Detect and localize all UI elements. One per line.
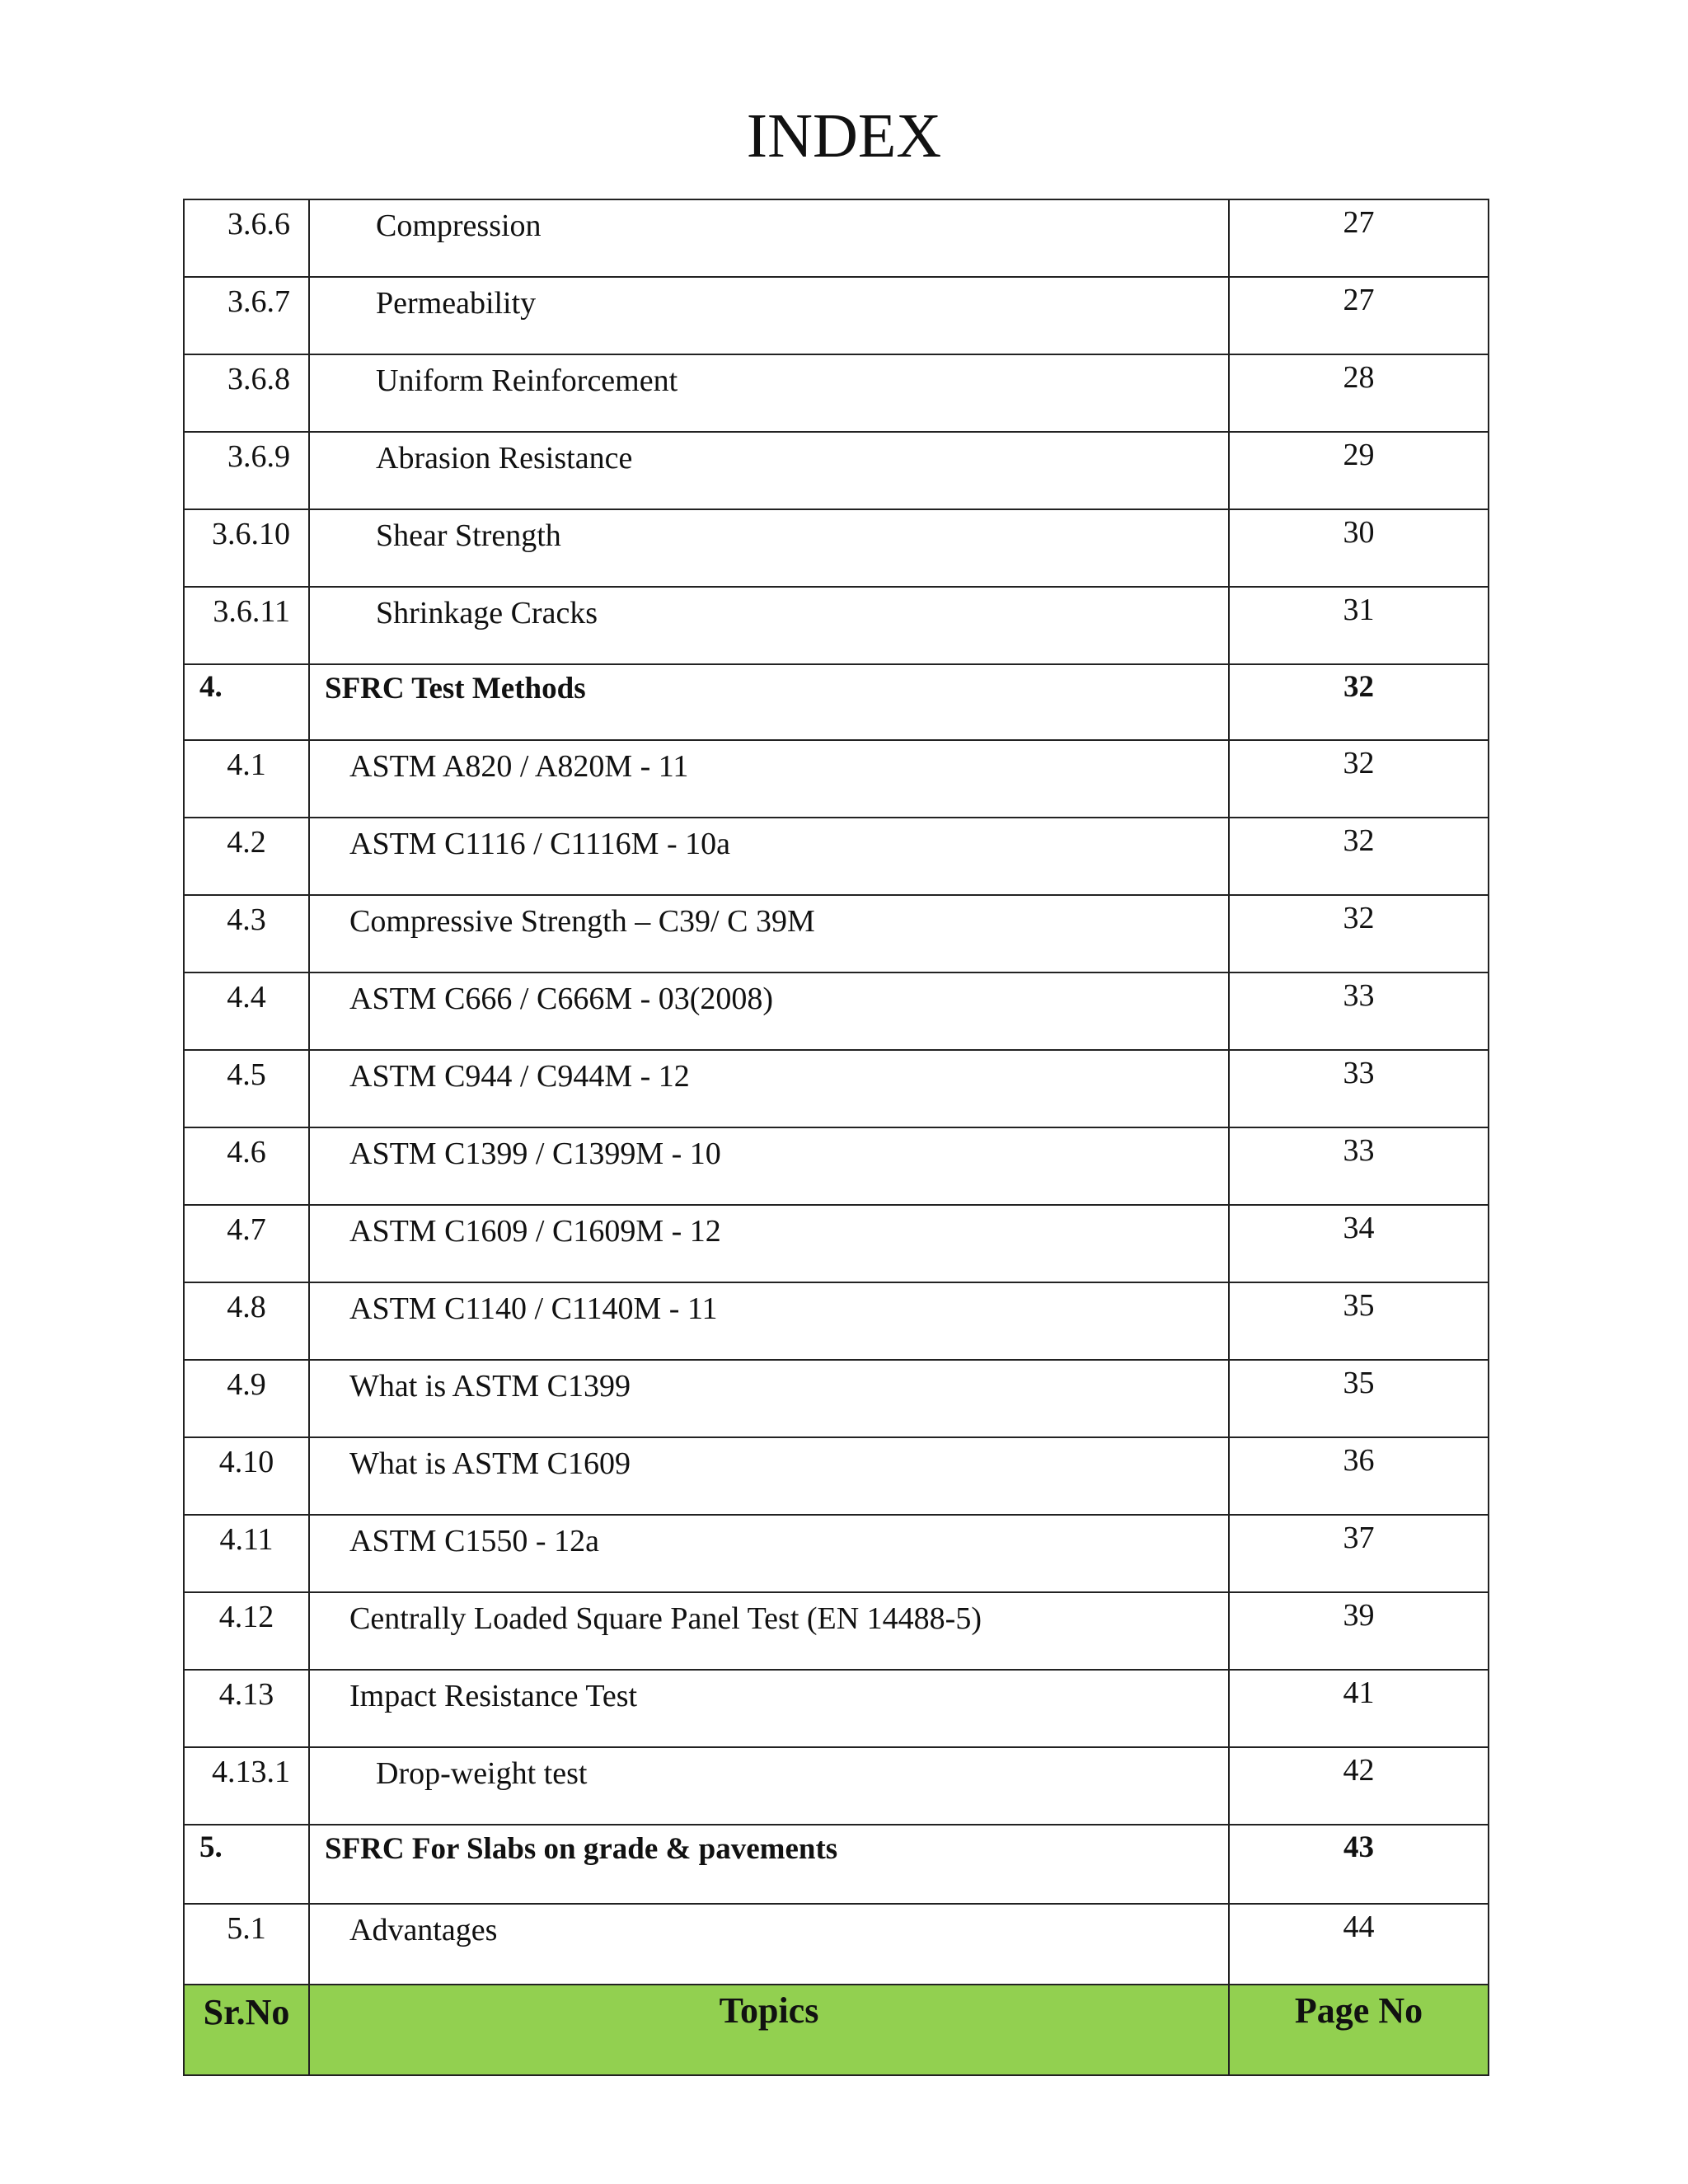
- table-row: [184, 1205, 1489, 1282]
- row-page-number: 33: [1229, 1050, 1489, 1127]
- row-page-number: 27: [1229, 277, 1489, 354]
- row-page-number: 43: [1229, 1825, 1489, 1904]
- row-topic: What is ASTM C1399: [309, 1360, 1229, 1437]
- table-row: [184, 277, 1489, 354]
- header-sr-no: Sr.No: [184, 1985, 309, 2075]
- table-row: [184, 1282, 1489, 1360]
- table-row: [184, 1592, 1489, 1670]
- row-number: 4.6: [184, 1127, 309, 1205]
- row-page-number: 34: [1229, 1205, 1489, 1282]
- row-topic: Shrinkage Cracks: [309, 587, 1229, 664]
- row-page-number: 33: [1229, 972, 1489, 1050]
- row-number: 4.11: [184, 1515, 309, 1592]
- table-row: [184, 1360, 1489, 1437]
- table-row: [184, 1127, 1489, 1205]
- row-topic: Uniform Reinforcement: [309, 354, 1229, 432]
- row-page-number: 44: [1229, 1904, 1489, 1985]
- row-page-number: 37: [1229, 1515, 1489, 1592]
- table-row: [184, 587, 1489, 664]
- row-number: 4.13.1: [184, 1747, 309, 1825]
- row-page-number: 35: [1229, 1282, 1489, 1360]
- row-topic: Compressive Strength – C39/ C 39M: [309, 895, 1229, 972]
- row-number: 3.6.9: [184, 432, 309, 509]
- table-row: [184, 818, 1489, 895]
- row-number: 4.3: [184, 895, 309, 972]
- table-row: [184, 895, 1489, 972]
- section-row: [184, 1825, 1489, 1904]
- row-page-number: 32: [1229, 664, 1489, 740]
- row-topic: ASTM C1116 / C1116M - 10a: [309, 818, 1229, 895]
- row-topic: ASTM C1399 / C1399M - 10: [309, 1127, 1229, 1205]
- row-number: 4.5: [184, 1050, 309, 1127]
- row-page-number: 36: [1229, 1437, 1489, 1515]
- row-topic: Drop-weight test: [309, 1747, 1229, 1825]
- row-page-number: 39: [1229, 1592, 1489, 1670]
- row-number: 3.6.7: [184, 277, 309, 354]
- row-number: 4.8: [184, 1282, 309, 1360]
- row-topic: ASTM C1140 / C1140M - 11: [309, 1282, 1229, 1360]
- row-page-number: 32: [1229, 740, 1489, 818]
- table-row: [184, 1515, 1489, 1592]
- row-number: 5.: [184, 1825, 309, 1904]
- table-row: [184, 1050, 1489, 1127]
- row-number: 4.2: [184, 818, 309, 895]
- row-topic: ASTM A820 / A820M - 11: [309, 740, 1229, 818]
- table-row: [184, 1747, 1489, 1825]
- table-row: [184, 972, 1489, 1050]
- row-number: 4.9: [184, 1360, 309, 1437]
- table-row: [184, 354, 1489, 432]
- table-header-row: [184, 1985, 1489, 2075]
- row-number: 4.13: [184, 1670, 309, 1747]
- row-topic: What is ASTM C1609: [309, 1437, 1229, 1515]
- row-number: 3.6.10: [184, 509, 309, 587]
- row-topic: Impact Resistance Test: [309, 1670, 1229, 1747]
- row-number: 3.6.11: [184, 587, 309, 664]
- row-topic: SFRC Test Methods: [309, 664, 1229, 740]
- row-topic: Permeability: [309, 277, 1229, 354]
- row-page-number: 32: [1229, 818, 1489, 895]
- index-table-body: [184, 199, 1489, 1985]
- row-number: 4.: [184, 664, 309, 740]
- row-number: 4.12: [184, 1592, 309, 1670]
- table-row: [184, 199, 1489, 277]
- row-topic: SFRC For Slabs on grade & pavements: [309, 1825, 1229, 1904]
- row-page-number: 28: [1229, 354, 1489, 432]
- row-topic: ASTM C944 / C944M - 12: [309, 1050, 1229, 1127]
- row-page-number: 41: [1229, 1670, 1489, 1747]
- row-topic: Abrasion Resistance: [309, 432, 1229, 509]
- table-row: [184, 432, 1489, 509]
- row-topic: Shear Strength: [309, 509, 1229, 587]
- table-row: [184, 509, 1489, 587]
- row-topic: ASTM C1609 / C1609M - 12: [309, 1205, 1229, 1282]
- row-number: 4.10: [184, 1437, 309, 1515]
- row-topic: Centrally Loaded Square Panel Test (EN 14488-5): [309, 1592, 1229, 1670]
- table-row: [184, 1437, 1489, 1515]
- row-number: 4.4: [184, 972, 309, 1050]
- row-page-number: 30: [1229, 509, 1489, 587]
- row-number: 5.1: [184, 1904, 309, 1985]
- header-topics: Topics: [309, 1985, 1229, 2075]
- table-row: [184, 1670, 1489, 1747]
- row-page-number: 33: [1229, 1127, 1489, 1205]
- row-number: 4.7: [184, 1205, 309, 1282]
- page-title: INDEX: [746, 101, 942, 171]
- row-page-number: 31: [1229, 587, 1489, 664]
- header-page-no: Page No: [1229, 1985, 1489, 2075]
- row-page-number: 42: [1229, 1747, 1489, 1825]
- row-number: 3.6.6: [184, 199, 309, 277]
- row-topic: Compression: [309, 199, 1229, 277]
- row-page-number: 35: [1229, 1360, 1489, 1437]
- row-topic: ASTM C666 / C666M - 03(2008): [309, 972, 1229, 1050]
- row-topic: Advantages: [309, 1904, 1229, 1985]
- row-topic: ASTM C1550 - 12a: [309, 1515, 1229, 1592]
- row-page-number: 29: [1229, 432, 1489, 509]
- row-page-number: 27: [1229, 199, 1489, 277]
- table-row: [184, 740, 1489, 818]
- row-page-number: 32: [1229, 895, 1489, 972]
- row-number: 3.6.8: [184, 354, 309, 432]
- section-row: [184, 664, 1489, 740]
- table-row: [184, 1904, 1489, 1985]
- index-table: [183, 199, 1489, 2076]
- row-number: 4.1: [184, 740, 309, 818]
